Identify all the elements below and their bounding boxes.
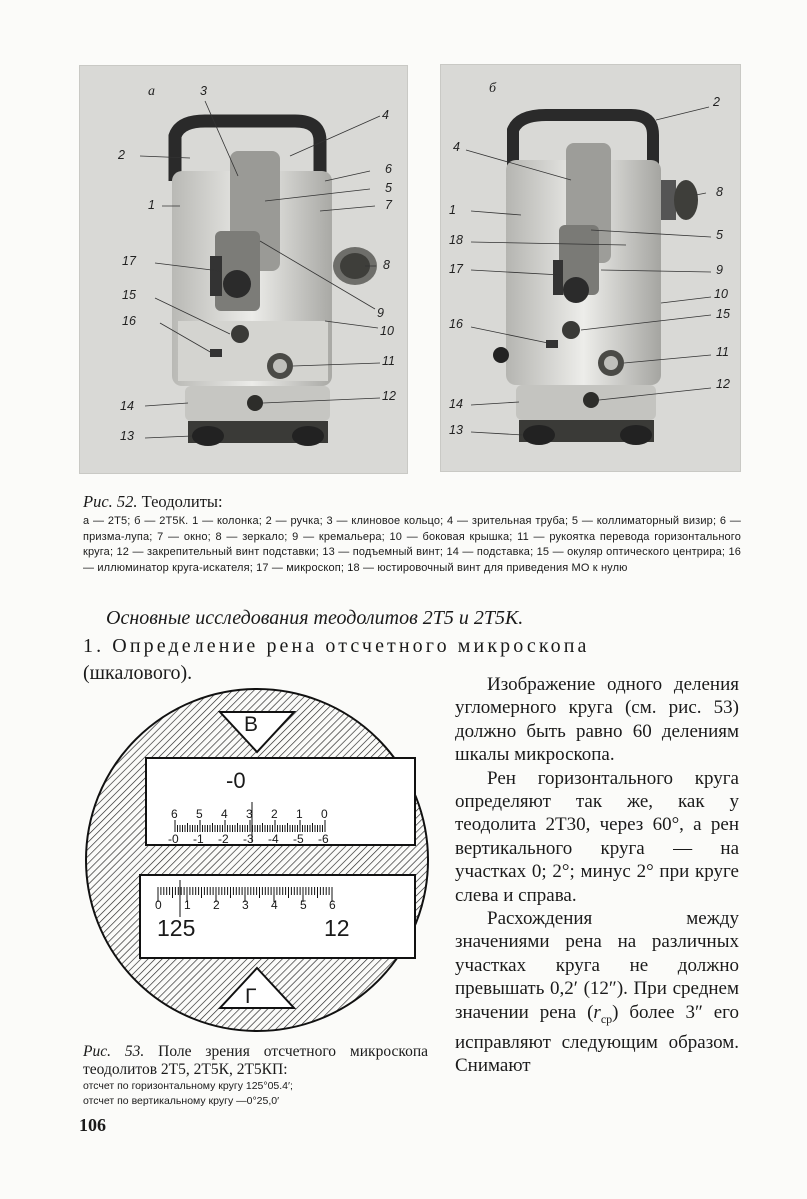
figure-52-caption: [83, 492, 741, 576]
scale-label: -2: [218, 832, 229, 846]
scale-label: 1: [184, 898, 191, 912]
scale-label: 3: [242, 898, 249, 912]
callout-8: 8: [716, 185, 723, 199]
callout-16: 16: [122, 314, 136, 328]
callout-13: 13: [120, 429, 134, 443]
callout-11: 11: [382, 354, 395, 368]
callout-17: 17: [122, 254, 136, 268]
callout-9: 9: [716, 263, 723, 277]
scale-label: 5: [300, 898, 307, 912]
section-title: Основные исследования теодолитов 2Т5 и 2Т5К.: [106, 607, 524, 629]
symbol-subscript: ср: [600, 1011, 613, 1026]
callout-14: 14: [120, 399, 134, 413]
scale-label: -4: [268, 832, 279, 846]
callout-4: 4: [382, 108, 389, 122]
callout-12: 12: [382, 389, 396, 403]
scale-label: -6: [318, 832, 329, 846]
scale-label: 6: [329, 898, 336, 912]
callout-14: 14: [449, 397, 463, 411]
reading-horizontal: отсчет по горизонтальному кругу 125°05.4′;: [83, 1080, 293, 1092]
scale-label: 6: [171, 807, 178, 821]
panel-label-b: б: [489, 81, 497, 96]
callout-1: 1: [148, 198, 155, 212]
figure-52-photo-b: [440, 64, 741, 472]
paragraph-2: Рен горизонтального круга определяют так же, как у теодолита 2Т30, через 60°, а рен вертикального круга — на участках 0; 2°; минус 2° при круге слева и справа.: [455, 767, 739, 906]
subsection-heading-line-1: 1. Определение рена отсчетного микроскопа: [83, 635, 590, 657]
scale-label: 0: [155, 898, 162, 912]
figure-52-label: Рис. 52.: [83, 492, 138, 511]
horizontal-degree-right: 12: [324, 915, 350, 941]
page-number: 106: [79, 1115, 106, 1135]
scale-label: 3: [246, 807, 253, 821]
scale-label: -5: [293, 832, 304, 846]
figure-53-microscope-field: [80, 680, 440, 1042]
figure-52-title: Теодолиты:: [141, 492, 223, 511]
scale-label: -0: [168, 832, 179, 846]
theodolite-2t5k-illustration: [441, 65, 740, 471]
callout-15: 15: [122, 288, 136, 302]
horizontal-degree-left: 125: [157, 915, 196, 941]
callout-6: 6: [385, 162, 392, 176]
callout-12: 12: [716, 377, 730, 391]
callout-5: 5: [716, 228, 723, 242]
scale-label: 2: [271, 807, 278, 821]
callout-7: 7: [385, 198, 392, 212]
scale-label: 0: [321, 807, 328, 821]
callout-18: 18: [449, 233, 463, 247]
paragraph-3: [455, 907, 739, 1078]
scale-label: 4: [221, 807, 228, 821]
callout-9: 9: [377, 306, 384, 320]
callout-5: 5: [385, 181, 392, 195]
bottom-marker-label: Г: [245, 985, 257, 1008]
panel-label-a: а: [148, 84, 155, 99]
subsection-heading-line-2: (шкалового).: [83, 662, 193, 684]
scale-label: 4: [271, 898, 278, 912]
paragraph-3-part-b: ) более 3″ его исправляют следующим образом. Снимают: [455, 1001, 739, 1077]
scale-label: -3: [243, 832, 254, 846]
body-text-column: [455, 673, 739, 1078]
scale-label: 5: [196, 807, 203, 821]
scale-label: -1: [193, 832, 204, 846]
scale-label: 2: [213, 898, 220, 912]
callout-10: 10: [380, 324, 394, 338]
callout-8: 8: [383, 258, 390, 272]
paragraph-1: Изображение одного деления угломерного круга (см. рис. 53) должно быть равно 60 делениям шкалы микроскопа.: [455, 674, 739, 766]
paragraph-3-part-a: Расхождения между значениями рена на различных участках круга не должно превышать 0,2′ (12″). При среднем значении рена (: [455, 908, 739, 1023]
figure-53-label: Рис. 53.: [83, 1043, 145, 1060]
callout-17: 17: [449, 262, 463, 276]
callout-1: 1: [449, 203, 456, 217]
callout-3: 3: [200, 84, 207, 98]
figure-52-legend: а — 2Т5; б — 2Т5К. 1 — колонка; 2 — ручка; 3 — клиновое кольцо; 4 — зрительная труба; 5 — коллиматорный визир; 6 — призма-лупа; 7 — окно; 8 — зеркало; 9 — кремальера; 10 — боковая крышка; 11 — рукоятка перевода горизонтального круга; 12 — закрепительный винт подставки; 13 — подъемный винт; 14 — подставка; 15 — окуляр оптического центрира; 16 — иллюминатор круга-искателя; 17 — микроскоп; 18 — юстировочный винт для приведения МО к нулю: [83, 515, 741, 574]
callout-10: 10: [714, 287, 728, 301]
callout-15: 15: [716, 307, 730, 321]
figure-53-caption: [83, 1043, 428, 1109]
callout-4: 4: [453, 140, 460, 154]
figure-52-photo-a: [79, 65, 408, 474]
reading-vertical: отсчет по вертикальному кругу —0°25,0′: [83, 1095, 280, 1107]
top-marker-label: В: [244, 713, 259, 736]
callout-16: 16: [449, 317, 463, 331]
callout-13: 13: [449, 423, 463, 437]
symbol-r: r: [593, 1001, 601, 1023]
figure-53-title: Поле зрения отсчетного микроскопа теодолитов 2Т5, 2Т5К, 2Т5КП:: [83, 1043, 428, 1078]
callout-11: 11: [716, 345, 729, 359]
callout-2: 2: [713, 95, 720, 109]
callout-2: 2: [118, 148, 125, 162]
scale-label: 1: [296, 807, 303, 821]
vertical-degree-value: -0: [226, 768, 246, 793]
